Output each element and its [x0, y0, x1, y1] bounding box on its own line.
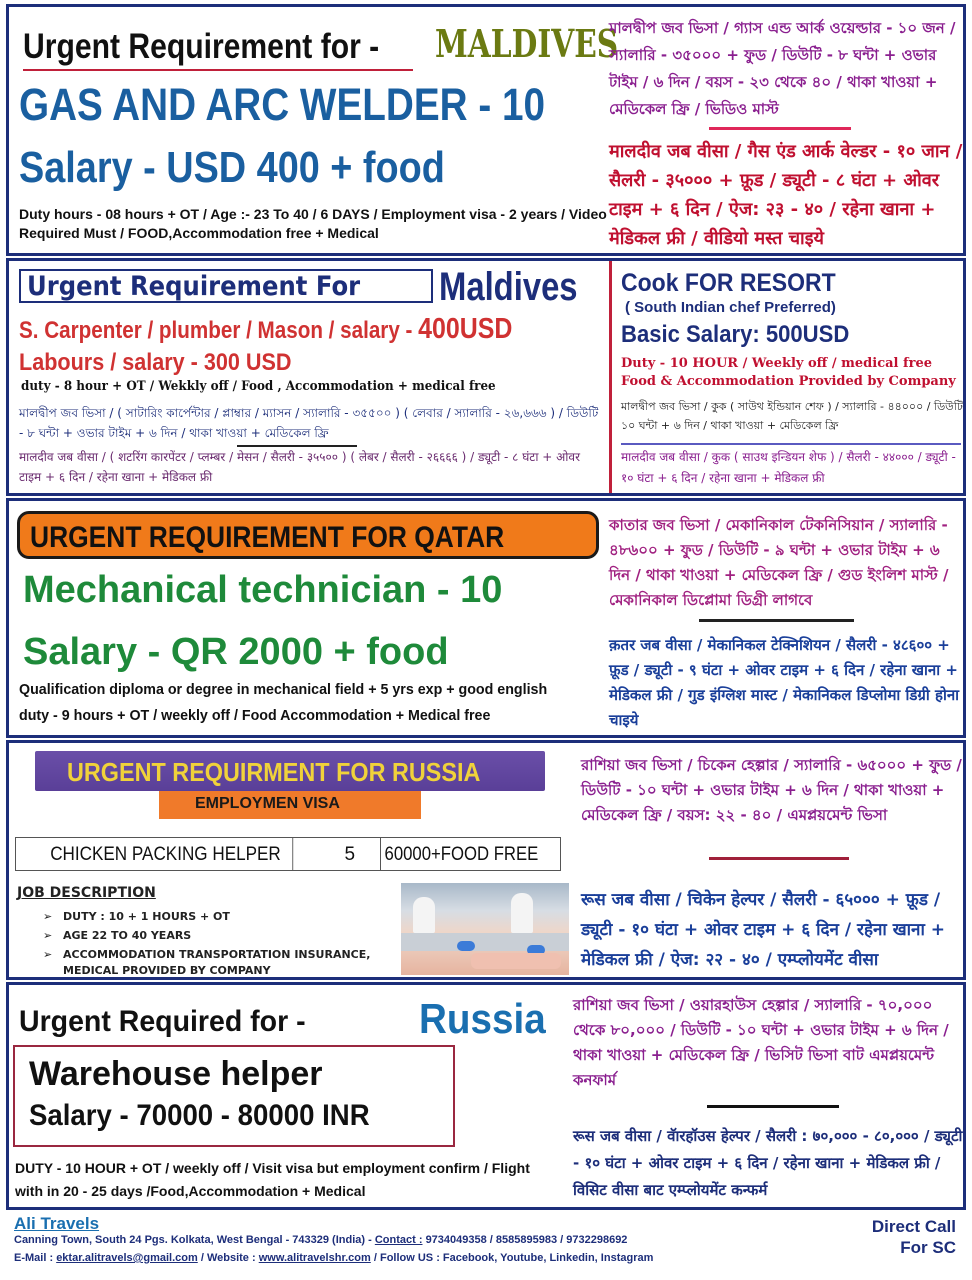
s1-bengali: মালদ্বীপ জব ভিসা / গ্যাস এন্ড আর্ক ওয়েল্ডার - ১০ জন / স্যালারি - ৩৫০০০ + ফুড / ডিউটি - ৮ ঘন্টা + ওভার টাইম / ৬ দিন / বয়স - ২৩ থেকে ৪০ / থাকা খাওয়া + মেডিকেল ফ্রি / ভিডিও মাস্ট: [609, 19, 956, 118]
s2-cook-title-b: FOR RESORT: [684, 269, 836, 297]
s1-heading-underline: [23, 69, 413, 71]
s4-table-job: CHICKEN PACKING HELPER: [16, 838, 294, 870]
s3-divider: [699, 619, 854, 622]
s2-positions: [19, 313, 512, 346]
s3-duty: duty - 9 hours + OT / weekly off / Food Accommodation + Medical free: [19, 707, 491, 724]
footer-follow: / Follow US : Facebook, Youtube, Linkedin, Instagram: [373, 1252, 654, 1264]
s3-banner: [17, 511, 599, 559]
s5-position: Warehouse helper: [29, 1055, 323, 1093]
s4-jd-item: ➢ ACCOMMODATION TRANSPORTATION INSURANCE, MEDICAL PROVIDED BY COMPANY: [43, 947, 403, 979]
footer-phones[interactable]: 9734049358 / 8585895983 / 9732298692: [425, 1234, 628, 1246]
s2-cook-divider: [621, 443, 961, 445]
s3-salary: Salary - QR 2000 + food: [23, 631, 449, 673]
s2-bengali: মালদ্বীপ জব ভিসা / ( সাটারিং কার্পেন্টার / প্লাম্বার / ম্যাসন / স্যালারি - ৩৫৫০০ ) ( লেবার / স্যালারি - ২৬,৬৬৬ ) / ডিউটি - ৮ ঘন্টা + ওভার টাইম + ৬ দিন / থাকা খাওয়া + মেডিকেল ফ্রি: [19, 406, 599, 440]
section-maldives-welder: [6, 4, 966, 256]
s2-cook-title: [621, 269, 836, 298]
s1-heading-prefix: Urgent Requirement for -: [23, 27, 380, 66]
s5-heading-country: Russia: [419, 995, 546, 1042]
s3-hindi: क़तर जब वीसा / मेकानिकल टेक्निशियन / सैलरी - ४८६०० + फ़ूड / ड्यूटी - ९ घंटा + ओवर टाइम + ६ दिन / रहेना खाना + मेडिकल फ्री / गुड इंग्लिश मास्ट / मेकानिकल डिप्लोमा डिग्री होना चाइये: [609, 636, 960, 729]
photo-worker: [511, 893, 533, 933]
s2-cook-note: ( South Indian chef Preferred): [625, 299, 836, 316]
s5-heading: [19, 991, 579, 1043]
s1-details: Duty hours - 08 hours + OT / Age :- 23 To 40 / 6 DAYS / Employment visa - 2 years / Video Required Must / FOOD,Accommodation free + Medical: [19, 206, 607, 241]
s1-heading-country: MALDIVES: [435, 21, 619, 66]
photo-worker: [413, 897, 435, 933]
s4-subbanner-text: EMPLOYMEN VISA: [195, 795, 340, 812]
s1-heading: [19, 15, 619, 71]
s3-qualification: Qualification diploma or degree in mechanical field + 5 yrs exp + good english: [19, 681, 548, 698]
footer-direct-call: [872, 1216, 956, 1258]
s4-table: [15, 837, 561, 871]
s4-table-qty: 5: [324, 838, 381, 870]
s1-divider: [709, 127, 851, 130]
s5-bengali: রাশিয়া জব ভিসা / ওয়ারহাউস হেল্পার / স্যালারি - ৭০,০০০ থেকে ৮০,০০০ / ডিউটি - ১০ ঘন্টা + ওভার টাইম + ৬ দিন / থাকা খাওয়া + মেডিকেল ফ্রি / ভিসিট ভিসা বাট এমপ্লয়মেন্ট কনফার্ম: [573, 996, 949, 1089]
s4-banner-text: URGENT REQUIRMENT FOR RUSSIA: [67, 757, 481, 787]
s4-table-salary: 60000+FOOD FREE: [384, 844, 539, 865]
section-maldives-carpenter: [6, 258, 966, 496]
s3-bengali: কাতার জব ভিসা / মেকানিকাল টেকনিসিয়ান / স্যালারি - ৪৮৬০০ + ফুড / ডিউটি - ৯ ঘন্টা + ওভার টাইম + ৬ দিন / থাকা খাওয়া + মেডিকেল ফ্রি / গুড ইংলিশ মাস্ট / মেকানিকাল ডিপ্লোমা ডিগ্রী লাগবে: [609, 516, 949, 609]
section-russia-chicken: [6, 740, 966, 980]
s5-salary: Salary - 70000 - 80000 INR: [29, 1099, 370, 1132]
s5-details: DUTY - 10 HOUR + OT / weekly off / Visit visa but employment confirm / Flight with in 20 - 25 days /Food,Accommodation + Medical: [15, 1160, 530, 1199]
s4-divider: [709, 857, 849, 860]
s2-heading-country: Maldives: [439, 265, 578, 309]
s2-heading-prefix: Urgent Requirement For: [27, 271, 361, 302]
section-russia-warehouse: [6, 982, 966, 1210]
footer-email-label: E-Mail :: [14, 1252, 54, 1264]
footer-email-link[interactable]: ektar.alitravels@gmail.com: [56, 1252, 198, 1264]
s2-cook-details: Duty - 10 HOUR / Weekly off / medical free Food & Accommodation Provided by Company: [621, 356, 956, 389]
s2-vertical-divider: [609, 261, 612, 496]
s4-banner: [35, 751, 545, 791]
footer-line2: [14, 1252, 653, 1264]
s3-banner-text: URGENT REQUIREMENT FOR QATAR: [30, 521, 505, 554]
s4-subbanner: [159, 791, 421, 819]
footer-address: Canning Town, South 24 Pgs. Kolkata, West Bengal - 743329 (India) -: [14, 1234, 372, 1246]
s2-details: duty - 8 hour + OT / Wekkly off / Food , Accommodation + medical free: [21, 379, 496, 394]
s4-jd-item: ➢ AGE 22 TO 40 YEARS: [43, 928, 403, 944]
s2-cook-bengali: মালদ্বীপ জব ভিসা / কুক ( সাউথ ইন্ডিয়ান শেফ ) / স্যালারি - ৪৪০০০ / ডিউটি ১০ ঘন্টা + ৬ দিন / থাকা খাওয়া + মেডিকেল ফ্রি: [621, 400, 963, 432]
s2-cook-panel: [615, 261, 965, 493]
s4-bengali: রাশিয়া জব ভিসা / চিকেন হেল্পার / স্যালারি - ৬৫০০০ + ফুড / ডিউটি - ১০ ঘন্টা + ওভার টাইম + ৬ দিন / থাকা খাওয়া + মেডিকেল ফ্রি / বয়স: ২২ - ৪০ / এমপ্লয়মেন্ট ভিসা: [581, 756, 962, 824]
s2-positions-text: S. Carpenter / plumber / Mason / salary -: [19, 317, 413, 344]
s5-hindi: रूस जब वीसा / वॅारहॉउस हेल्पर / सैलरी : ७०,००० - ८०,००० / ड्यूटी - १० घंटा + ओवर टाइम + ६ दिन / रहेना खाना + मेडिकल फ्री / विसिट वीसा बाट एम्प्लोयमेंट कन्फर्म: [573, 1127, 963, 1199]
s4-jd-title: JOB DESCRIPTION: [17, 885, 156, 901]
footer-direct-call-line1: Direct Call: [871, 1217, 956, 1236]
s4-jd-list: [43, 909, 403, 979]
s5-divider: [707, 1105, 839, 1108]
s3-position: Mechanical technician - 10: [23, 569, 503, 611]
s2-left: [9, 261, 607, 493]
s4-hindi: रूस जब वीसा / चिकेन हेल्पर / सैलरी - ६५००० + फ़ूड / ड्यूटी - १० घंटा + ओवर टाइम + ६ दिन / रहेना खाना + मेडिकल फ्री / ऐज: २२ - ४० / एम्प्लोयमेंट वीसा: [581, 890, 946, 970]
s2-labours: Labours / salary - 300 USD: [19, 349, 292, 376]
s4-factory-photo: [401, 883, 569, 975]
footer-company: Ali Travels: [14, 1214, 100, 1233]
photo-meat: [471, 953, 561, 969]
s1-hindi: मालदीव जब वीसा / गैस एंड आर्क वेल्डर - १० जान / सैलरी - ३५००० + फ़ूड / ड्यूटी - ८ घंटा + ओवर टाइम + ६ दिन / ऐज: २३ - ४० / रहेना खाना + मेडिकल फ्री / वीडियो मस्त चाइये: [609, 141, 963, 249]
footer-website-link[interactable]: www.alitravelshr.com: [258, 1252, 371, 1264]
s2-cook-salary: Basic Salary: 500USD: [621, 321, 850, 348]
footer-line1: [14, 1234, 627, 1246]
footer-direct-call-line2: For SC: [900, 1238, 956, 1257]
photo-glove: [457, 941, 475, 951]
s2-hindi: मालदीव जब वीसा / ( शटरिंग कारपेंटर / प्लम्बर / मेसन / सैलरी - ३५५०० ) ( लेबर / सैलरी - २६६६६ ) / ड्यूटी - ८ घंटा + ओवर टाइम + ६ दिन / रहेना खाना + मेडिकल फ्री: [19, 450, 580, 484]
s5-heading-prefix: Urgent Required for -: [19, 1005, 306, 1038]
footer-contact-label: Contact :: [374, 1234, 423, 1246]
footer: [6, 1212, 966, 1276]
s2-positions-salary: 400USD: [418, 313, 513, 345]
s4-jd-item: ➢ DUTY : 10 + 1 HOURS + OT: [43, 909, 403, 925]
s2-cook-title-a: Cook: [621, 269, 679, 297]
s2-cook-hindi: मालदीव जब वीसा / कुक ( साउथ इन्डियन शेफ ) / सैलरी - ४४००० / ड्यूटी - १० घंटा + ६ दिन / रहेना खाना + मेडिकल फ्री: [621, 450, 956, 485]
s1-salary: Salary - USD 400 + food: [19, 143, 445, 192]
footer-website-label: / Website :: [200, 1252, 256, 1264]
s1-position: GAS AND ARC WELDER - 10: [19, 79, 546, 130]
section-qatar: [6, 498, 966, 738]
